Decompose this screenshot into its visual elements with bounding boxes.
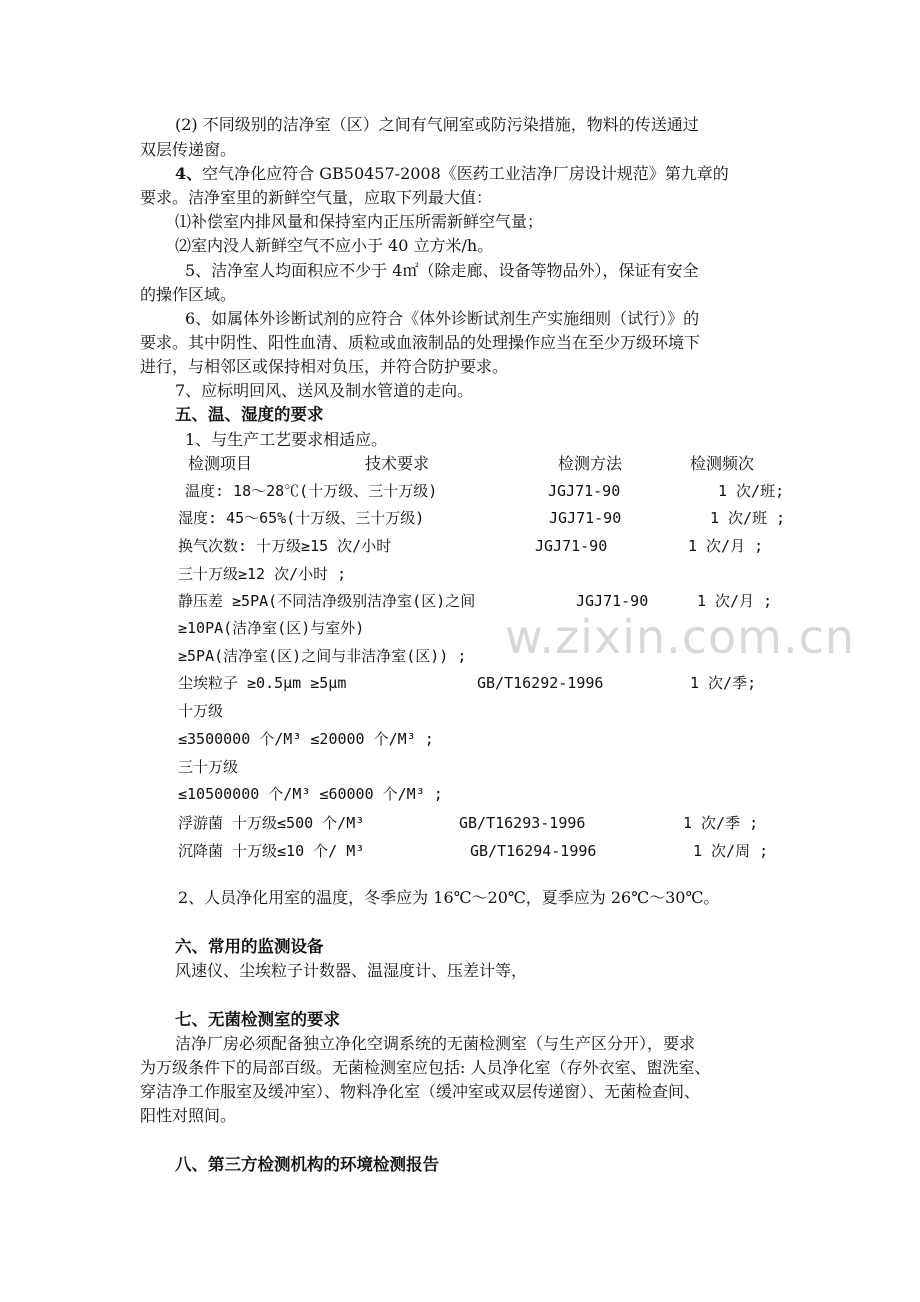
item-6-line-2: 要求。其中阴性、阳性血清、质粒或血液制品的处理操作应当在至少万级环境下 (140, 333, 701, 352)
section-7-line-1: 洁净厂房必须配备独立净化空调系统的无菌检测室（与生产区分开），要求 (175, 1034, 696, 1053)
table-row-frequency: 1 次/周 ; (693, 842, 769, 860)
table-row-method: JGJ71-90 (535, 537, 608, 555)
table-row-item: 温度: 18～28℃(十万级、三十万级) (185, 482, 438, 500)
item-7: 7、应标明回风、送风及制水管道的走向。 (175, 381, 474, 400)
table-row-frequency: 1 次/季 ; (683, 814, 759, 832)
table-row-frequency: 1 次/月 ; (688, 537, 764, 555)
table-row-item: 三十万级≥12 次/小时 ; (178, 565, 347, 583)
section-8-heading: 八、第三方检测机构的环境检测报告 (175, 1155, 439, 1174)
item-4-number: 4、 (175, 164, 203, 183)
table-header-frequency: 检测频次 (690, 454, 755, 473)
table-header-method: 检测方法 (558, 454, 623, 473)
table-row-item: ≥10PA(洁净室(区)与室外) (178, 619, 365, 637)
item-4-sub-2: ⑵室内没人新鲜空气不应小于 40 立方米/h。 (175, 236, 494, 255)
table-row-item: ≤3500000 个/M³ ≤20000 个/M³ ; (178, 730, 434, 748)
table-row-item: 湿度: 45～65%(十万级、三十万级) (178, 509, 425, 527)
table-row-method: GB/T16292-1996 (477, 674, 604, 692)
table-row-method: GB/T16294-1996 (470, 842, 597, 860)
table-row-method: JGJ71-90 (548, 482, 621, 500)
section-7-line-2: 为万级条件下的局部百级。无菌检测室应包括: 人员净化室（存外衣室、盥洗室、 (140, 1058, 711, 1077)
table-row-item: ≥5PA(洁净室(区)之间与非洁净室(区)) ; (178, 647, 467, 665)
section-6-heading: 六、常用的监测设备 (175, 937, 324, 956)
item-5-line-2: 的操作区域。 (140, 285, 237, 304)
section-5-item-2: 2、人员净化用室的温度，冬季应为 16℃～20℃，夏季应为 26℃～30℃。 (178, 888, 720, 907)
item-4-line-2: 要求。洁净室里的新鲜空气量，应取下列最大值： (140, 188, 493, 207)
table-row-item: 十万级 (178, 702, 224, 720)
item-4-text: 空气净化应符合 GB50457-2008《医药工业洁净厂房设计规范》第九章的 (202, 164, 729, 183)
section-7-line-3: 穿洁净工作服室及缓冲室）、物料净化室（缓冲室或双层传递窗）、无菌检查间、 (140, 1082, 701, 1101)
table-row-item: 尘埃粒子 ≥0.5μm ≥5μm (178, 674, 347, 692)
section-6-text: 风速仪、尘埃粒子计数器、温湿度计、压差计等， (175, 961, 528, 980)
para-2-line-2: 双层传递窗。 (140, 140, 237, 159)
section-7-heading: 七、无菌检测室的要求 (175, 1010, 340, 1029)
item-5-line-1: 5、洁净室人均面积应不少于 4㎡（除走廊、设备等物品外），保证有安全 (185, 261, 699, 280)
table-row-method: JGJ71-90 (576, 592, 649, 610)
table-row-item: 静压差 ≥5PA(不同洁净级别洁净室(区)之间 (178, 592, 476, 610)
table-row-item: 沉降菌 十万级≤10 个/ M³ (178, 842, 365, 860)
table-header-requirement: 技术要求 (365, 454, 430, 473)
item-6-line-1: 6、如属体外诊断试剂的应符合《体外诊断试剂生产实施细则（试行）》的 (185, 309, 700, 328)
table-row-item: 浮游菌 十万级≤500 个/M³ (178, 814, 365, 832)
table-row-item: 三十万级 (178, 758, 239, 776)
table-row-frequency: 1 次/月 ; (697, 592, 773, 610)
table-row-method: GB/T16293-1996 (459, 814, 586, 832)
section-5-heading: 五、温、湿度的要求 (175, 405, 324, 424)
section-5-item-1: 1、与生产工艺要求相适应。 (185, 430, 388, 449)
table-row-item: 换气次数: 十万级≥15 次/小时 (178, 537, 392, 555)
item-4-line-1 (175, 164, 729, 184)
table-row-method: JGJ71-90 (549, 509, 622, 527)
para-2-line-1: (2) 不同级别的洁净室（区）之间有气闸室或防污染措施，物料的传送通过 (175, 115, 699, 134)
table-row-frequency: 1 次/班 ; (710, 509, 786, 527)
watermark-text: w.zixin.com.cn (505, 610, 856, 664)
table-row-frequency: 1 次/班; (718, 482, 785, 500)
item-4-sub-1: ⑴补偿室内排风量和保持室内正压所需新鲜空气量； (175, 212, 544, 231)
table-header-item: 检测项目 (188, 454, 253, 473)
item-6-line-3: 进行，与相邻区或保持相对负压，并符合防护要求。 (140, 357, 509, 376)
section-7-line-4: 阳性对照间。 (140, 1106, 237, 1125)
table-row-item: ≤10500000 个/M³ ≤60000 个/M³ ; (178, 785, 443, 803)
table-row-frequency: 1 次/季; (690, 674, 757, 692)
